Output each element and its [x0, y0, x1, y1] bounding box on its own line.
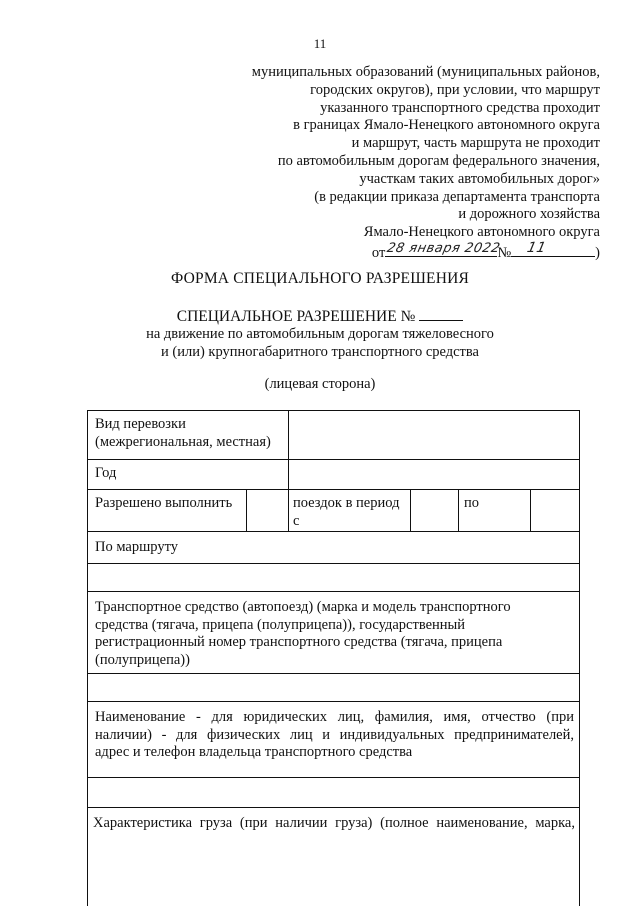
permit-title: СПЕЦИАЛЬНОЕ РАЗРЕШЕНИЕ № — [176, 308, 416, 325]
header-line: и маршрут, часть маршрута не проходит — [351, 135, 600, 152]
header-line: в границах Ямало-Ненецкого автономного округа — [293, 117, 600, 134]
permit-subtitle-2: и (или) крупногабаритного транспортного средства — [160, 344, 479, 360]
order-reference-block — [180, 64, 600, 263]
sig-prefix: от — [371, 244, 386, 261]
permit-subtitle-1: на движение по автомобильным дорогам тяжеловесного — [146, 326, 494, 342]
transport-type-label — [95, 416, 271, 451]
col-divider — [458, 489, 459, 531]
row-divider — [88, 531, 579, 532]
header-line: муниципальных образований (муниципальных районов, — [251, 64, 600, 80]
header-line: указанного транспортного средства проходит — [320, 99, 600, 116]
owner-label — [95, 709, 574, 762]
form-title: ФОРМА СПЕЦИАЛЬНОГО РАЗРЕШЕНИЯ — [170, 270, 470, 287]
to-label: по — [464, 495, 480, 511]
owner-line: Наименование - для юридических лиц, фамилия, имя, отчество (при — [95, 709, 574, 725]
trips-line: с — [293, 512, 300, 529]
number-blank — [511, 240, 595, 257]
permit-number-blank — [419, 308, 463, 321]
handwritten-date: 28 января 2022 — [385, 241, 502, 257]
header-line: (в редакции приказа департамента транспорта — [314, 188, 600, 205]
year-label: Год — [95, 465, 117, 481]
owner-line: адрес и телефон владельца транспортного средства — [95, 744, 413, 760]
col-divider — [288, 489, 289, 531]
allowed-label: Разрешено выполнить — [95, 495, 233, 511]
row-divider — [88, 673, 579, 674]
handwritten-number: 11 — [525, 240, 548, 257]
transport-type-line: Вид перевозки — [95, 416, 186, 432]
trips-period-label — [293, 495, 399, 530]
col-divider — [530, 489, 531, 531]
sig-suffix: ) — [595, 244, 600, 261]
vehicle-line: средства (тягача, прицепа (полуприцепа)), государственный — [95, 616, 466, 633]
col-divider — [288, 411, 289, 489]
date-blank — [385, 241, 502, 257]
col-divider — [246, 489, 247, 531]
number-mark: № — [497, 244, 512, 261]
vehicle-line: Транспортное средство (автопоезд) (марка и модель транспортного — [95, 599, 511, 615]
header-line: участкам таких автомобильных дорог» — [359, 170, 600, 187]
route-label: По маршруту — [95, 539, 178, 555]
owner-line: наличии) - для физических лиц и индивидуальных предпринимателей, — [95, 726, 574, 743]
header-line: по автомобильным дорогам федерального значения, — [277, 152, 600, 169]
row-divider — [88, 563, 579, 564]
page-number: 11 — [313, 36, 327, 51]
vehicle-line: регистрационный номер транспортного средства (тягача, прицепа — [95, 634, 503, 650]
vehicle-label — [95, 599, 573, 669]
header-line: городских округов), при условии, что маршрут — [310, 81, 600, 98]
trips-line: поездок в период — [293, 495, 400, 511]
row-divider — [88, 489, 579, 490]
side-label: (лицевая сторона) — [264, 376, 376, 392]
row-divider — [88, 777, 579, 778]
permit-form-table — [87, 410, 580, 906]
row-divider — [88, 459, 579, 460]
cargo-label: Характеристика груза (при наличии груза) (полное наименование, марка, — [93, 815, 575, 831]
header-line: Ямало-Ненецкого автономного округа — [363, 224, 600, 241]
vehicle-line: (полуприцепа)) — [95, 651, 190, 668]
transport-type-line: (межрегиональная, местная) — [95, 433, 271, 450]
permit-title-line — [0, 308, 640, 326]
row-divider — [88, 807, 579, 808]
row-divider — [88, 591, 579, 592]
header-line: и дорожного хозяйства — [458, 206, 600, 223]
row-divider — [88, 701, 579, 702]
col-divider — [410, 489, 411, 531]
order-date-number-line — [180, 240, 600, 263]
